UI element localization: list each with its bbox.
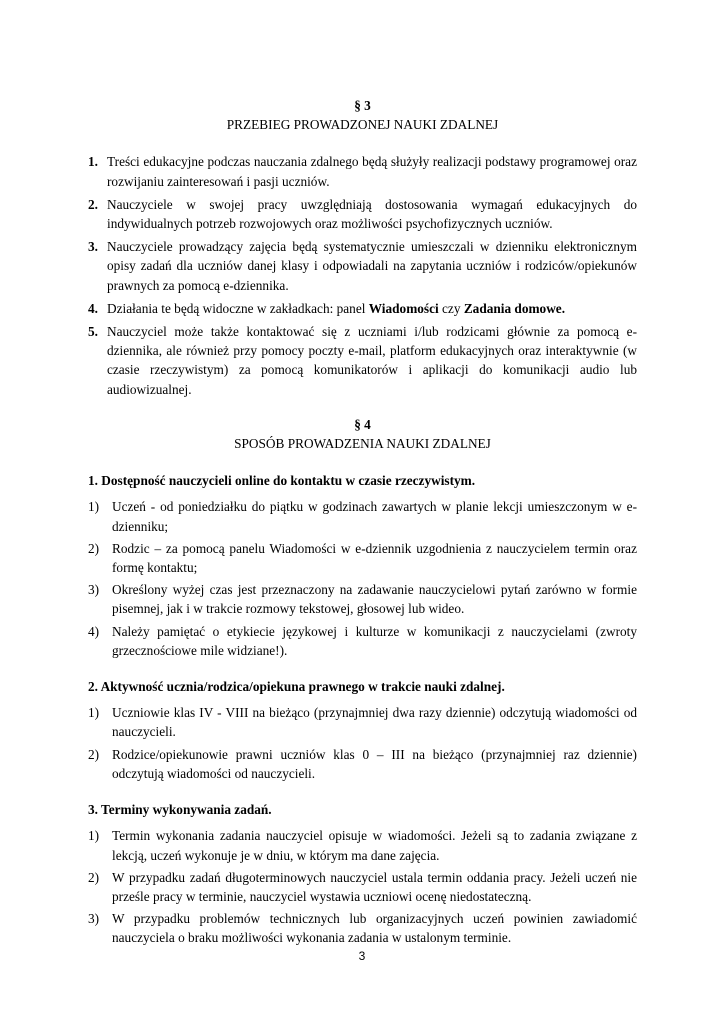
subsection-2-list [88, 703, 637, 783]
page-number: 3 [358, 949, 366, 963]
list-item [88, 868, 637, 906]
list-item-text: Należy pamiętać o etykiecie językowej i kulturze w komunikacji z nauczycielami (zwroty grzecznościowe mile widziane!). [112, 623, 637, 658]
list-item-text: Nauczyciele prowadzący zajęcia będą systematycznie umieszczali w dzienniku elektronicznym opisy zadań dla uczniów danej klasy i odpowiadali na zapytania uczniów i rodziców/opiekunów prawnych za pomocą e-dziennika. [107, 239, 637, 293]
list-item-text: Termin wykonania zadania nauczyciel opisuje w wiadomości. Jeżeli są to zadania związane z lekcją, uczeń wykonuje je w dniu, w którym ma dane zajęcia. [112, 828, 637, 863]
list-item-text: czy [438, 300, 464, 316]
subsection-1-list [88, 497, 637, 660]
list-item [88, 622, 637, 660]
list-marker: 2) [88, 540, 100, 556]
list-marker: 5. [88, 324, 98, 340]
section-3-title: PRZEBIEG PROWADZONEJ NAUKI ZDALNEJ [226, 117, 499, 133]
list-item [88, 745, 637, 783]
list-item [88, 497, 637, 535]
list-item [88, 237, 637, 295]
list-marker: 1. [88, 154, 98, 170]
list-marker: 3) [88, 582, 100, 598]
subsection-3-title: 3. Terminy wykonywania zadań. [88, 802, 272, 818]
list-item-text: Nauczyciele w swojej pracy uwzględniają dostosowania wymagań edukacyjnych do indywidualnych potrzeb rozwojowych oraz możliwości psychofizycznych uczniów. [107, 196, 637, 232]
list-item-text: W przypadku zadań długoterminowych nauczyciel ustala termin oddania pracy. Jeżeli uczeń nie prześle pracy w terminie, nauczyciel wystawia uczniowi ocenę niedostateczną. [112, 869, 637, 904]
list-item [88, 322, 637, 399]
list-item [88, 909, 637, 947]
section-3-list [88, 152, 637, 398]
list-item-text: Nauczyciel może także kontaktować się z uczniami i/lub rodzicami głównie za pomocą e-dziennika, ale również przy pomocy poczty e-mail, platform edukacyjnych oraz interaktywnie (w czasie rzeczywistym) za pomocą komunikatorów i aplikacji do komunikacji audio lub audiowizualnej. [107, 324, 637, 397]
list-marker: 4. [88, 300, 98, 316]
section-3-number: § 3 [354, 98, 371, 113]
list-item-text: Uczniowie klas IV - VIII na bieżąco (przynajmniej dwa razy dziennie) odczytują wiadomości od nauczycieli. [112, 705, 637, 740]
list-item-text: Rodzic – za pomocą panelu Wiadomości w e-dziennik uzgodnienia z nauczycielem termin oraz formę kontaktu; [112, 540, 637, 576]
list-item [88, 580, 637, 618]
bold-term-wiadomosci: Wiadomości [368, 300, 439, 316]
list-item [88, 299, 637, 318]
section-4-title: SPOSÓB PROWADZENIA NAUKI ZDALNEJ [234, 436, 491, 452]
section-4-number: § 4 [354, 416, 371, 432]
document-page [88, 96, 637, 951]
list-marker: 4) [88, 623, 100, 639]
subsection-1-title: 1. Dostępność nauczycieli online do kontaktu w czasie rzeczywistym. [88, 473, 476, 489]
list-item [88, 703, 637, 741]
bold-term-zadania-domowe: Zadania domowe. [463, 300, 566, 316]
list-marker: 1) [88, 705, 100, 721]
subsection-2-title: 2. Aktywność ucznia/rodzica/opiekuna prawnego w trakcie nauki zdalnej. [88, 679, 505, 695]
subsection-3-list [88, 826, 637, 947]
list-marker: 1) [88, 499, 100, 515]
list-item-text: Uczeń - od poniedziałku do piątku w godzinach zawartych w planie lekcji umieszczonym w e-dzienniku; [112, 499, 637, 534]
list-marker: 2. [88, 196, 98, 212]
list-item-text: Treści edukacyjne podczas nauczania zdalnego będą służyły realizacji podstawy programowej oraz rozwijaniu zainteresowań i pasji uczniów. [107, 154, 637, 189]
list-marker: 2) [88, 746, 100, 762]
list-item [88, 539, 637, 577]
list-item-text: Określony wyżej czas jest przeznaczony na zadawanie nauczycielowi pytań zarówno w formie pisemnej, jak i w trakcie rozmowy tekstowej, głosowej lub wideo. [112, 582, 637, 617]
list-item [88, 826, 637, 864]
list-marker: 3. [88, 239, 98, 255]
list-marker: 1) [88, 828, 100, 844]
list-marker: 3) [88, 911, 100, 927]
list-item [88, 195, 637, 233]
list-item-text: W przypadku problemów technicznych lub organizacyjnych uczeń powinien zawiadomić nauczyciela o braku możliwości wykonania zadania w ustalonym terminie. [112, 911, 637, 946]
list-marker: 2) [88, 869, 100, 885]
list-item-text: Działania te będą widoczne w zakładkach: panel [107, 300, 369, 316]
list-item [88, 152, 637, 190]
list-item-text: Rodzice/opiekunowie prawni uczniów klas 0 – III na bieżąco (przynajmniej raz dziennie) odczytują wiadomości od nauczycieli. [112, 746, 637, 781]
